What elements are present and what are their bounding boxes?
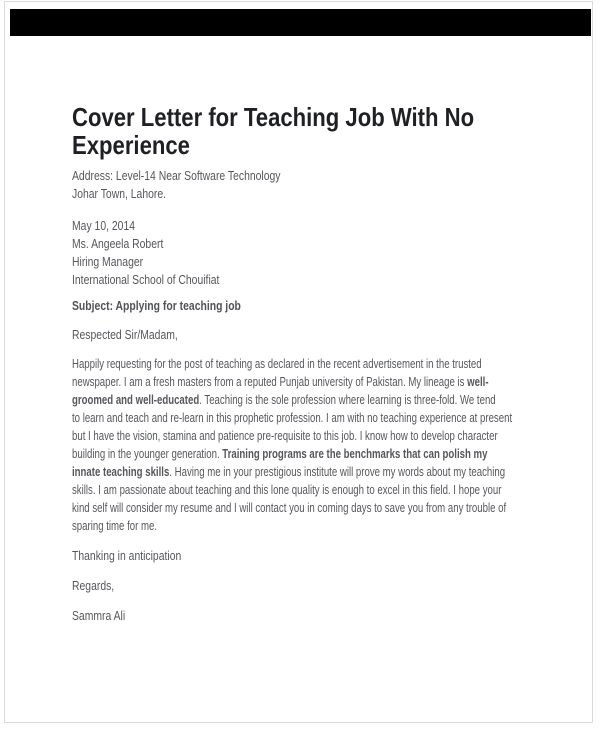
text-segment: sparing time for me. — [72, 518, 158, 533]
text-segment: . Teaching is the sole profession where learning is three-fold. We tend — [199, 392, 496, 407]
document-title — [72, 103, 545, 159]
regards-block — [72, 577, 125, 595]
text-segment: skills. I am passionate about teaching and this lone quality is enough to excel in this field. I hope your — [72, 482, 502, 497]
body-paragraph-line — [72, 499, 512, 517]
body-paragraph-line — [72, 427, 512, 445]
regards-line: Regards, — [72, 578, 115, 593]
date-and-recipient — [72, 217, 256, 289]
bold-text-segment: innate teaching skills — [72, 464, 170, 479]
text-segment: . Having me in your prestigious institute will prove my words about my teaching — [169, 464, 506, 479]
body-paragraph — [72, 355, 600, 535]
closing-line: Thanking in anticipation — [72, 548, 182, 563]
body-paragraph-line — [72, 409, 512, 427]
body-paragraph-line — [72, 391, 512, 409]
salutation-block — [72, 326, 204, 344]
body-paragraph-line — [72, 355, 512, 373]
salutation-line: Respected Sir/Madam, — [72, 327, 178, 342]
text-segment: building in the younger generation. — [72, 446, 223, 461]
text-segment: to learn and teach and re-learn in this prophetic profession. I am with no teaching experience at present — [72, 410, 513, 425]
body-paragraph-line — [72, 445, 512, 463]
text-segment: but I have the vision, stamina and patience pre-requisite to this job. I know how to develop character — [72, 428, 498, 443]
text-segment: Happily requesting for the post of teaching as declared in the recent advertisement in the trusted — [72, 356, 482, 371]
signature-line: Sammra Ali — [72, 608, 126, 623]
text-segment: kind self will consider my resume and I will contact you in coming days to save you from any trouble of — [72, 500, 507, 515]
signature-block — [72, 607, 138, 625]
body-paragraph-line — [72, 517, 512, 535]
document-title-line: Experience — [72, 130, 190, 160]
sender-address-line: Address: Level-14 Near Software Technology — [72, 168, 281, 183]
document-title-line: Cover Letter for Teaching Job With No — [72, 102, 475, 132]
body-paragraph-line — [72, 463, 512, 481]
subject-block — [72, 297, 283, 315]
body-paragraph-line — [72, 373, 512, 391]
top-black-bar — [10, 9, 591, 36]
subject-line: Subject: Applying for teaching job — [72, 298, 241, 313]
recipient-line: Ms. Angeela Robert — [72, 236, 164, 251]
body-paragraph-line — [72, 481, 512, 499]
bold-text-segment: groomed and well-educated — [72, 392, 200, 407]
recipient-line: International School of Chouifiat — [72, 272, 220, 287]
letter-date: May 10, 2014 — [72, 218, 136, 233]
sender-address-line: Johar Town, Lahore. — [72, 186, 167, 201]
recipient-line: Hiring Manager — [72, 254, 144, 269]
sender-address — [72, 167, 333, 203]
closing-block — [72, 547, 209, 565]
text-segment: newspaper. I am a fresh masters from a reputed Punjab university of Pakistan. My lineage is — [72, 374, 468, 389]
bold-text-segment: Training programs are the benchmarks that can polish my — [222, 446, 488, 461]
bold-text-segment: well- — [467, 374, 489, 389]
